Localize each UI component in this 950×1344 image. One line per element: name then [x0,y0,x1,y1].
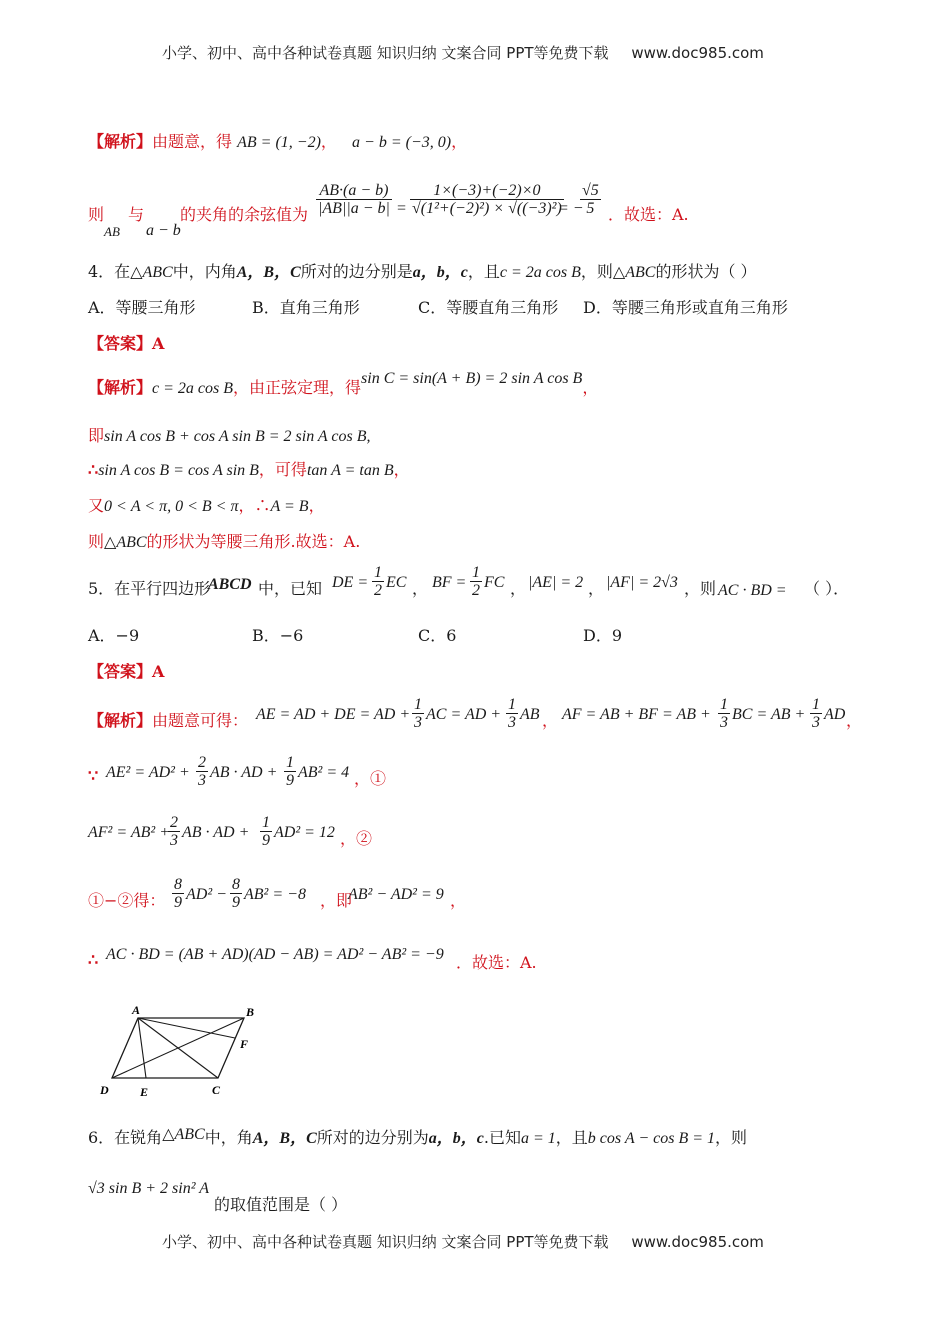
q4-option-d: D．等腰三角形或直角三角形 [583,298,788,317]
q5-math: AB · AD + [210,764,278,781]
q5-math: BC = AB + [732,706,806,723]
q4-text: ，且 [467,262,500,281]
q5-one-ninth [284,754,296,789]
q5-math: AE = AD + DE = AD + [256,706,411,723]
q5-sep: ， [846,711,863,730]
q5-because: ∵ [88,766,99,785]
q4-analysis-line1 [88,370,599,400]
segment-af [138,1018,235,1038]
q4-text: ， [393,460,410,479]
frac-num: 8 [232,876,240,893]
footer-url: www.doc985.com [631,1233,764,1251]
frac-num: 1 [720,696,728,713]
q5-eight-ninths [230,876,242,911]
analysis-tag: 【解析】 [88,711,153,730]
q4-option-c: C．等腰直角三角形 [418,298,559,317]
frac-den: 9 [286,772,294,789]
frac-den: 9 [174,894,182,911]
q4-text: 又 [88,496,105,515]
q3-sep: ， [320,132,337,151]
q6-math: √3 sin B + 2 sin² A [88,1180,209,1197]
q3-analysis-line1 [88,130,467,154]
frac-den: 3 [414,714,422,731]
q5-num: 5．在平行四边形 [88,579,211,598]
q5-third [810,696,822,731]
q5-third [412,696,424,731]
q5-math: AE² = AD² + [106,764,190,781]
q4-text: 即 [88,426,105,445]
frac-num: 2 [170,814,178,831]
q5-math: |AF| = 2√3 [606,574,678,591]
q5-text: ．故选：A. [456,953,537,972]
q5-option-d: D．9 [583,626,623,645]
q5-abcd: ABCD [208,576,252,593]
q5-eq-tag: ，① [354,769,387,788]
q5-one-ninth [260,814,272,849]
frac-num: 2 [198,754,206,771]
q4-math: sin A cos B = cos A sin B [98,462,259,479]
q6-text: 的取值范围是（ ） [214,1195,348,1214]
q4-text: 则 [88,532,105,551]
frac-den: 3 [198,772,206,789]
frac-den: √(1²+(−2)²) × √((−3)²) [412,200,562,217]
q5-third [506,696,518,731]
q4-text: ， [308,496,325,515]
q5-math: AC = AD + [426,706,502,723]
q5-third [718,696,730,731]
q5-text: ， [450,891,467,910]
q5-answer: 【答案】A [88,662,165,681]
q5-eight-ninths [172,876,184,911]
q5-math: AF = AB + BF = AB + [562,706,711,723]
q3-then: 则 [88,205,105,224]
frac-den: 3 [170,832,178,849]
q4-analysis-line5 [88,530,360,554]
q4-sides: a，b，c [412,264,468,281]
q5-text: 由题意可得： [152,711,249,730]
q4-analysis-line4 [88,494,325,518]
frac-num: 1 [472,564,480,581]
q5-math: AB² = 4 [298,764,350,781]
header-text: 小学、初中、高中各种试卷真题 知识归纳 文案合同 PPT等免费下载 [162,44,609,62]
q6-angles: A，B，C [252,1130,317,1147]
q4-analysis-line3 [88,458,410,482]
frac-num: 1 [262,814,270,831]
q4-option-b: B．直角三角形 [252,298,360,317]
q5-therefore: ∴ [88,950,99,969]
header-url: www.doc985.com [631,44,764,62]
frac-num: 1 [508,696,516,713]
q3-choose: ．故选：A. [608,205,689,224]
analysis-tag: 【解析】 [88,132,153,151]
q6-text: .已知 [483,1128,521,1147]
q5-two-thirds [168,814,180,849]
q5-option-b: B．−6 [252,626,304,645]
q5-math: AF² = AB² + [88,824,170,841]
q5-option-a: A．−9 [88,626,140,645]
q4-math: 0 < A < π, 0 < B < π [104,498,239,515]
q3-cos-text: 的夹角的余弦值为 [180,205,309,224]
q5-half [372,564,384,599]
q5-sep: ， [542,711,559,730]
q4-angles: A，B，C [236,264,301,281]
q4-triangle: △ABC [130,264,173,281]
label-c: C [212,1083,221,1097]
frac-num: 8 [174,876,182,893]
q6-text: 所对的边分别为 [316,1128,429,1147]
q6-sides: a，b，c [428,1130,484,1147]
frac-den: 9 [262,832,270,849]
q5-sep: ， [588,579,605,598]
q6-math: b cos A − cos B = 1 [587,1130,716,1147]
frac-den: 3 [508,714,516,731]
q6-stem [88,1126,747,1150]
q3-var-ab: AB [104,224,120,239]
label-a: A [132,1003,141,1017]
frac-num: 1×(−3)+(−2)×0 [410,182,564,200]
frac-num: 1 [812,696,820,713]
q5-math: AD² = 12 [274,824,335,841]
q3-and: 与 [128,205,145,224]
frac-num: √5 [582,182,599,199]
q5-math: AB [520,706,540,723]
q5-text: ，则 [684,579,717,598]
q4-triangle: △ABC [612,264,656,281]
page-footer [162,1231,764,1252]
q5-two-thirds [196,754,208,789]
frac-num: 1 [414,696,422,713]
q4-math: A = B [270,498,309,515]
label-b: B [246,1005,255,1019]
q4-num: 4．在 [88,262,131,281]
footer-text: 小学、初中、高中各种试卷真题 知识归纳 文案合同 PPT等免费下载 [162,1233,609,1251]
analysis-tag: 【解析】 [88,378,153,397]
q5-text: ，即 [320,891,353,910]
q5-option-c: C．6 [418,626,457,645]
q5-math: AD² − [186,886,227,903]
q3-frac1 [316,182,392,217]
frac-num: 1 [374,564,382,581]
q4-text: 所对的边分别是 [300,262,413,281]
q5-math: FC [484,574,505,591]
q3-vector-diff: a − b = (−3, 0) [352,134,452,151]
q4-option-a: A．等腰三角形 [88,298,196,317]
label-d: D [100,1083,109,1097]
q6-num: 6．在锐角 [88,1128,163,1147]
q5-math: DE = [332,574,369,591]
q5-eq-tag: ，② [340,829,373,848]
q3-var-diff: a − b [146,222,181,239]
q3-frac2 [410,182,564,217]
q4-answer: 【答案】A [88,334,165,353]
q5-math: BF = [432,574,467,591]
frac-num: AB·(a − b) [316,182,392,200]
q3-neg: = − [558,200,584,217]
q5-sep: ， [412,579,429,598]
frac-den: 2 [472,582,480,599]
q6-triangle: △ABC [162,1126,205,1143]
q6-text: ，则 [715,1128,748,1147]
page-header [162,42,764,63]
q5-math: AC · BD = (AB + AD)(AD − AB) = AD² − AB² = −9 [106,946,444,963]
q5-math: AB² = −8 [244,886,306,903]
parallelogram-figure [96,1002,266,1102]
q3-eq: = [396,200,407,217]
frac-den: 3 [720,714,728,731]
q4-math: c = 2a cos B [152,380,234,397]
q4-text: ，则 [580,262,613,281]
label-f: F [240,1037,249,1051]
q4-therefore: ∴ [88,460,99,479]
q4-text: 的形状为（ ） [655,262,757,281]
q5-text: ①−②得： [88,891,166,910]
q4-math: sin A cos B + cos A sin B = 2 sin A cos B, [104,428,371,445]
q3-text: 由题意，得 [152,132,233,151]
q3-end: ， [451,132,468,151]
q4-text: ，由正弦定理，得 [233,378,362,397]
frac-den: |AB||a − b| [318,200,390,217]
q4-text: ， [582,378,599,397]
q5-math: |AE| = 2 [528,574,584,591]
q4-math: tan A = tan B [306,462,394,479]
q5-math: AD [824,706,846,723]
q3-vector-ab: AB = (1, −2) [237,134,321,151]
frac-num: 1 [286,754,294,771]
q5-math: AB² − AD² = 9 [348,886,444,903]
frac-den: 3 [812,714,820,731]
q6-text: 中，角 [204,1128,253,1147]
q3-result [580,182,601,217]
q5-math: AC · BD = [718,582,787,599]
q5-math: EC [386,574,407,591]
q4-math: sin C = sin(A + B) = 2 sin A cos B [361,370,583,387]
frac-den: 9 [232,894,240,911]
q5-text: 中，已知 [258,579,323,598]
frac-den: 2 [374,582,382,599]
q4-analysis-line2 [88,424,371,448]
segment-ae [138,1018,146,1078]
frac-den: 5 [586,200,595,217]
q4-text: ，∴ [238,496,271,515]
q6-math: a = 1 [520,1130,556,1147]
q5-half [470,564,482,599]
q4-text: 中，内角 [172,262,237,281]
q4-stem [88,260,757,284]
q5-sep: ， [510,579,527,598]
q5-text: （ ）． [804,579,850,598]
q4-text: 的形状为等腰三角形.故选：A. [146,532,361,551]
q4-math: △ABC [104,534,147,551]
q5-math: AB · AD + [182,824,250,841]
diagonal-bd [112,1018,244,1078]
q6-text: ，且 [555,1128,588,1147]
q4-condition: c = 2a cos B [499,264,581,281]
q4-text: ，可得 [258,460,307,479]
label-e: E [140,1085,149,1099]
